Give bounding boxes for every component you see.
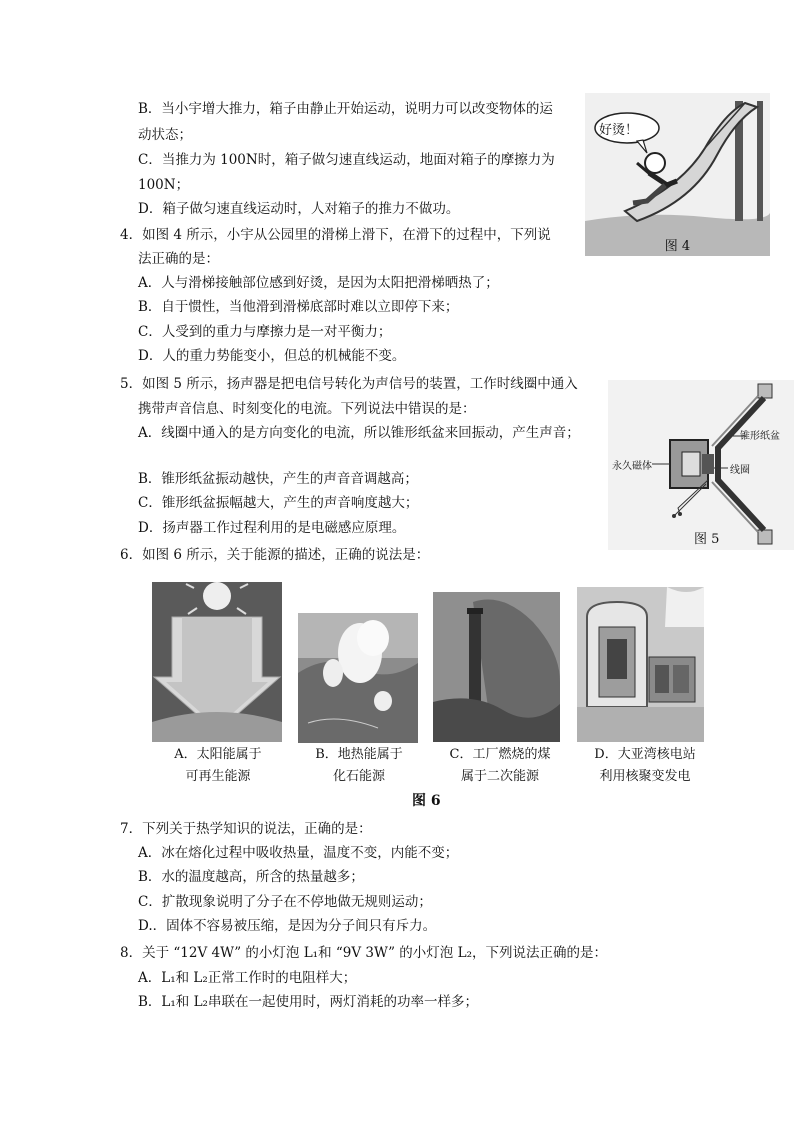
q5-option-d: D．扬声器工作过程利用的是电磁感应原理。 (138, 520, 406, 536)
q7-option-d: D.．固体不容易被压缩，是因为分子间只有斥力。 (138, 918, 437, 934)
figure-5-label-magnet: 永久磁体 (612, 461, 652, 472)
figure-6-caption: 图 6 (412, 793, 441, 809)
figure-4-speech-bubble: 好烫！ (599, 123, 639, 138)
q3-option-b-line2: 动状态； (138, 127, 192, 143)
figure-6a-caption-line2: 可再生能源 (185, 769, 251, 784)
figure-6b-caption (290, 744, 428, 788)
q5-stem-line2: 携带声音信息、时刻变化的电流。下列说法中错误的是： (138, 401, 476, 417)
q8-option-a: A．L₁和 L₂正常工作时的电阻样大； (138, 970, 357, 986)
figure-4-caption: 图 4 (664, 239, 691, 254)
q7-stem: 7．下列关于热学知识的说法，正确的是： (120, 821, 372, 837)
q5-option-a: A．线圈中通入的是方向变化的电流，所以锥形纸盆来回振动，产生声音； (138, 425, 580, 441)
figure-6c-caption-line1: C．工厂燃烧的煤 (449, 747, 551, 762)
q8-stem: 8．关于 “12V 4W” 的小灯泡 L₁和 “9V 3W” 的小灯泡 L₂，下列说法正确的是： (120, 945, 607, 961)
figure-5-caption: 图 5 (694, 532, 720, 547)
q3-option-c-line2: 100N； (138, 177, 190, 193)
q4-option-b: B．自于惯性，当他滑到滑梯底部时难以立即停下来； (138, 299, 459, 315)
figure-6c-caption (430, 744, 570, 788)
q5-stem-line1: 5．如图 5 所示，扬声器是把电信号转化为声信号的装置，工作时线圈中通入 (120, 376, 578, 392)
q4-option-d: D．人的重力势能变小，但总的机械能不变。 (138, 348, 406, 364)
q5-option-b: B．锥形纸盆振动越快，产生的声音音调越高； (138, 471, 418, 487)
q4-stem-line2: 法正确的是： (138, 251, 219, 267)
q4-option-a: A．人与滑梯接触部位感到好烫，是因为太阳把滑梯晒热了； (138, 275, 499, 291)
figure-6b-caption-line1: B．地热能属于 (315, 747, 403, 762)
q8-option-b: B．L₁和 L₂串联在一起使用时，两灯消耗的功率一样多； (138, 994, 478, 1010)
figure-6d-nuclear-plant-image (577, 587, 704, 742)
q7-option-a: A．冰在熔化过程中吸收热量，温度不变，内能不变； (138, 845, 459, 861)
figure-6a-caption (150, 744, 286, 788)
figure-6d-caption-line2: 利用核聚变发电 (599, 769, 691, 784)
figure-6c-caption-line2: 属于二次能源 (460, 769, 539, 784)
q3-option-c-line1: C．当推力为 100N时，箱子做匀速直线运动，地面对箱子的摩擦力为 (138, 152, 555, 168)
q7-option-c: C．扩散现象说明了分子在不停地做无规则运动； (138, 894, 432, 910)
figure-6d-caption-line1: D．大亚湾核电站 (594, 747, 696, 762)
q3-option-b-line1: B．当小宇增大推力，箱子由静止开始运动，说明力可以改变物体的运 (138, 101, 553, 117)
figure-6c-factory-image (433, 592, 560, 742)
q4-stem-line1: 4．如图 4 所示，小宇从公园里的滑梯上滑下，在滑下的过程中，下列说 (120, 227, 551, 243)
figure-5-label-cone: 锥形纸盆 (740, 431, 780, 442)
q4-option-c: C．人受到的重力与摩擦力是一对平衡力； (138, 324, 392, 340)
figure-4-slide (585, 93, 770, 256)
figure-6a-caption-line1: A．太阳能属于 (174, 747, 262, 762)
figure-5-loudspeaker (608, 380, 794, 550)
q7-option-b: B．水的温度越高，所含的热量越多； (138, 869, 364, 885)
figure-6d-caption (572, 744, 718, 788)
figure-6b-caption-line2: 化石能源 (332, 769, 385, 784)
figure-6b-geothermal-image (298, 613, 418, 743)
q6-stem: 6．如图 6 所示，关于能源的描述，正确的说法是： (120, 547, 430, 563)
figure-5-label-coil: 线圈 (730, 465, 750, 476)
q5-option-c: C．锥形纸盆振幅越大，产生的声音响度越大； (138, 495, 419, 511)
q3-option-d: D．箱子做匀速直线运动时，人对箱子的推力不做功。 (138, 201, 460, 217)
figure-6a-solar-image (152, 582, 282, 742)
